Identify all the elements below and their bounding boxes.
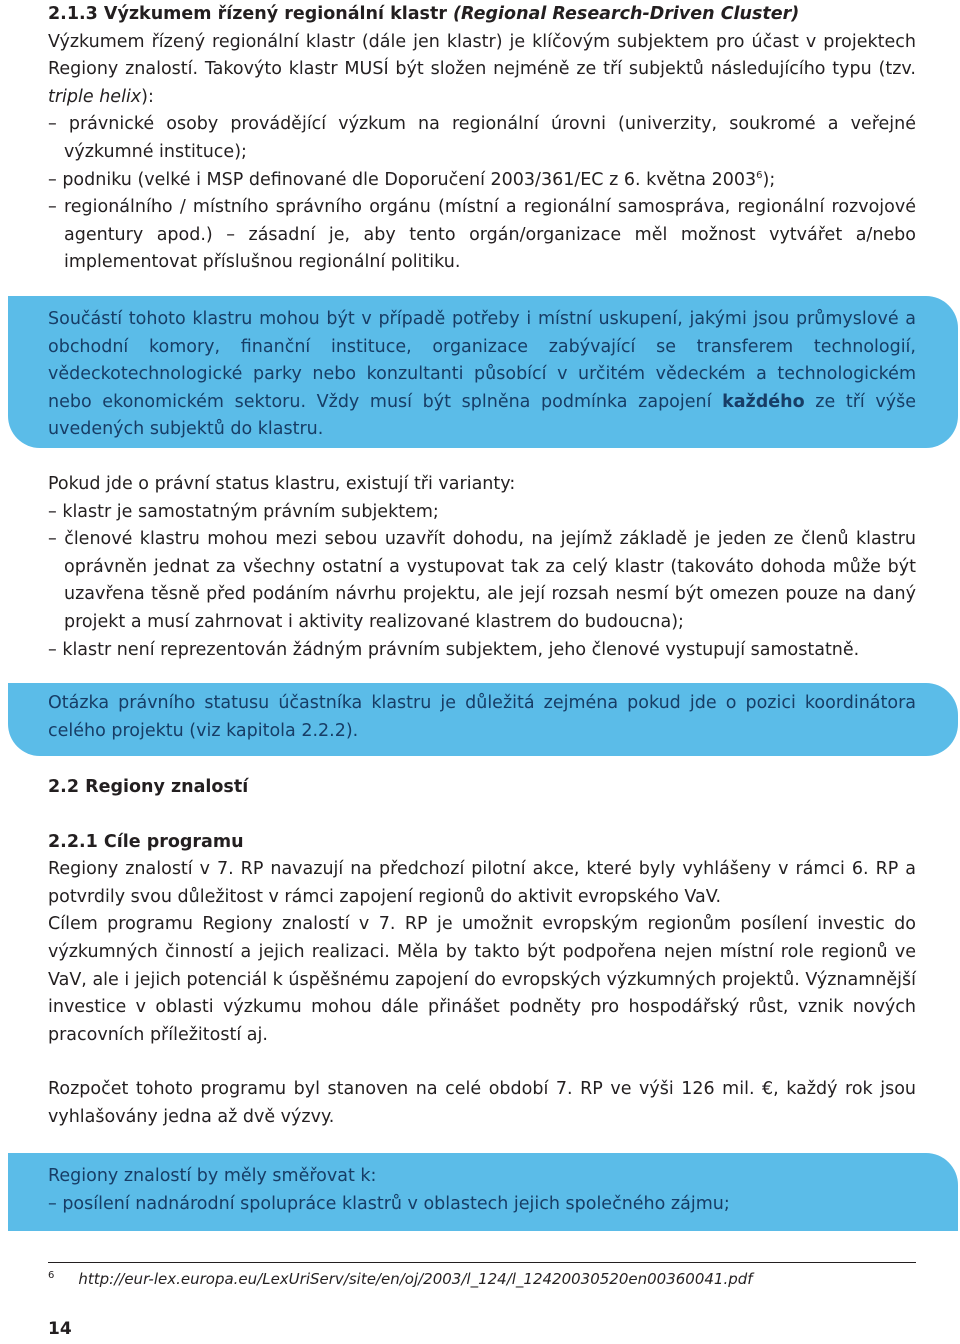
highlight-box-goals [8,1153,958,1231]
section-heading-english: (Regional Research-Driven Cluster) [453,4,800,24]
status-intro: Pokud jde o právní status klastru, existují tři varianty: [48,474,516,494]
footnote [48,1266,916,1294]
footnote-ref: 6 [756,169,763,181]
list-item: – právnické osoby provádějící výzkum na regionální úrovni (univerzity, soukromé a veřejné výzkumné instituce); [48,114,916,162]
list-item-text: – podniku (velké i MSP definované dle Doporučení 2003/361/EC z 6. května 2003 [48,169,757,190]
box-text: Otázka právního statusu účastníka klastru je důležitá zejména pokud jde o pozici koordinátora celého projektu (viz kapitola 2.2.2). [48,693,916,741]
page-number: 14 [48,1319,72,1339]
list-item-tail: ); [762,169,776,190]
footnote-number: 6 [48,1270,55,1281]
list-item: – regionálního / místního správního orgánu (místní a regionální samospráva, regionální rozvojové agentury apod.) – zásadní je, aby tento orgán/organizace měl možnost vytvářet a/nebo implementovat příslušnou regionální politiku. [48,197,916,273]
box-text [48,306,916,444]
goals-paragraph-1: Regiony znalostí v 7. RP navazují na předchozí pilotní akce, které byly vyhlášeny v rámci 6. RP a potvrdily svou důležitost v rámci zapojení regionů do aktivit evropského VaV. [48,859,916,907]
goals-paragraph-3: Rozpočet tohoto programu byl stanoven na celé období 7. RP ve výši 126 mil. €, každý rok jsou vyhlašovány jedna až dvě výzvy. [48,1079,916,1127]
box-line-1: Regiony znalostí by měly směřovat k: [48,1166,377,1186]
box-text-bold: každého [722,391,805,412]
section-heading-2-2-1: 2.2.1 Cíle programu [48,831,244,852]
box-text-b: ze tří výše uvedených subjektů do klastru. [48,391,917,440]
box-line-2: – posílení nadnárodní spolupráce klastrů v oblastech jejich společného zájmu; [48,1193,730,1214]
section-intro [48,29,916,112]
section-heading-text: Výzkumem řízený regionální klastr [103,4,454,24]
list-item: – členové klastru mohou mezi sebou uzavřít dohodu, na jejímž základě je jeden ze členů klastru oprávněn jednat za všechny ostatní a vystupovat tak za celý klastr (takováto dohoda může být uzavřena těsně před podáním návrhu projektu, ale její rozsah nesmí být omezen pouze na daný projekt a musí zahrnovat i aktivity realizované klastrem do budoucna); [48,529,916,632]
intro-text: Výzkumem řízený regionální klastr (dále jen klastr) je klíčovým subjektem pro účast v projektech Regiony znalostí. Takovýto klastr MUSÍ být složen nejméně ze tří subjektů následujícího typu (tzv. [48,31,916,80]
footnote-divider [48,1262,916,1263]
list-item: – klastr není reprezentován žádným právním subjektem, jeho členové vystupují samostatně. [48,639,860,660]
section-heading-2-2: 2.2 Regiony znalostí [48,777,249,797]
list-item [48,167,916,195]
intro-italic: triple helix [48,86,142,107]
goals-paragraph-2: Cílem programu Regiony znalostí v 7. RP je umožnit evropským regionům posílení investic do výzkumných činností a jejich realizaci. Měla by takto být podpořena nejen místní role regionů ve VaV, ale i jejich potenciál k úspěšnému zapojení do evropských výzkumných projektů. Významnější investice v oblasti výzkumu mohou dále přinášet podněty pro hospodářský růst, vznik nových pracovních příležitostí aj. [48,914,916,1045]
section-heading-number: 2.1.3 [48,4,98,24]
highlight-box-members [8,296,958,448]
highlight-box-status [8,683,958,756]
footnote-link[interactable]: http://eur-lex.europa.eu/LexUriServ/site/en/oj/2003/l_124/l_12420030520en00360041.pdf [78,1270,753,1288]
intro-tail: ): [141,86,154,107]
box-text-a: Součástí tohoto klastru mohou být v případě potřeby i místní uskupení, jakými jsou průmyslové a obchodní komory, finanční instituce, organizace zabývající se transferem technologií, vědeckotechnologické parky nebo konzultanti působící v určitém vědeckém a technologickém nebo ekonomickém sektoru. Vždy musí být splněna podmínka zapojení [48,309,916,412]
section-heading [48,1,916,29]
list-item: – klastr je samostatným právním subjektem; [48,501,439,522]
